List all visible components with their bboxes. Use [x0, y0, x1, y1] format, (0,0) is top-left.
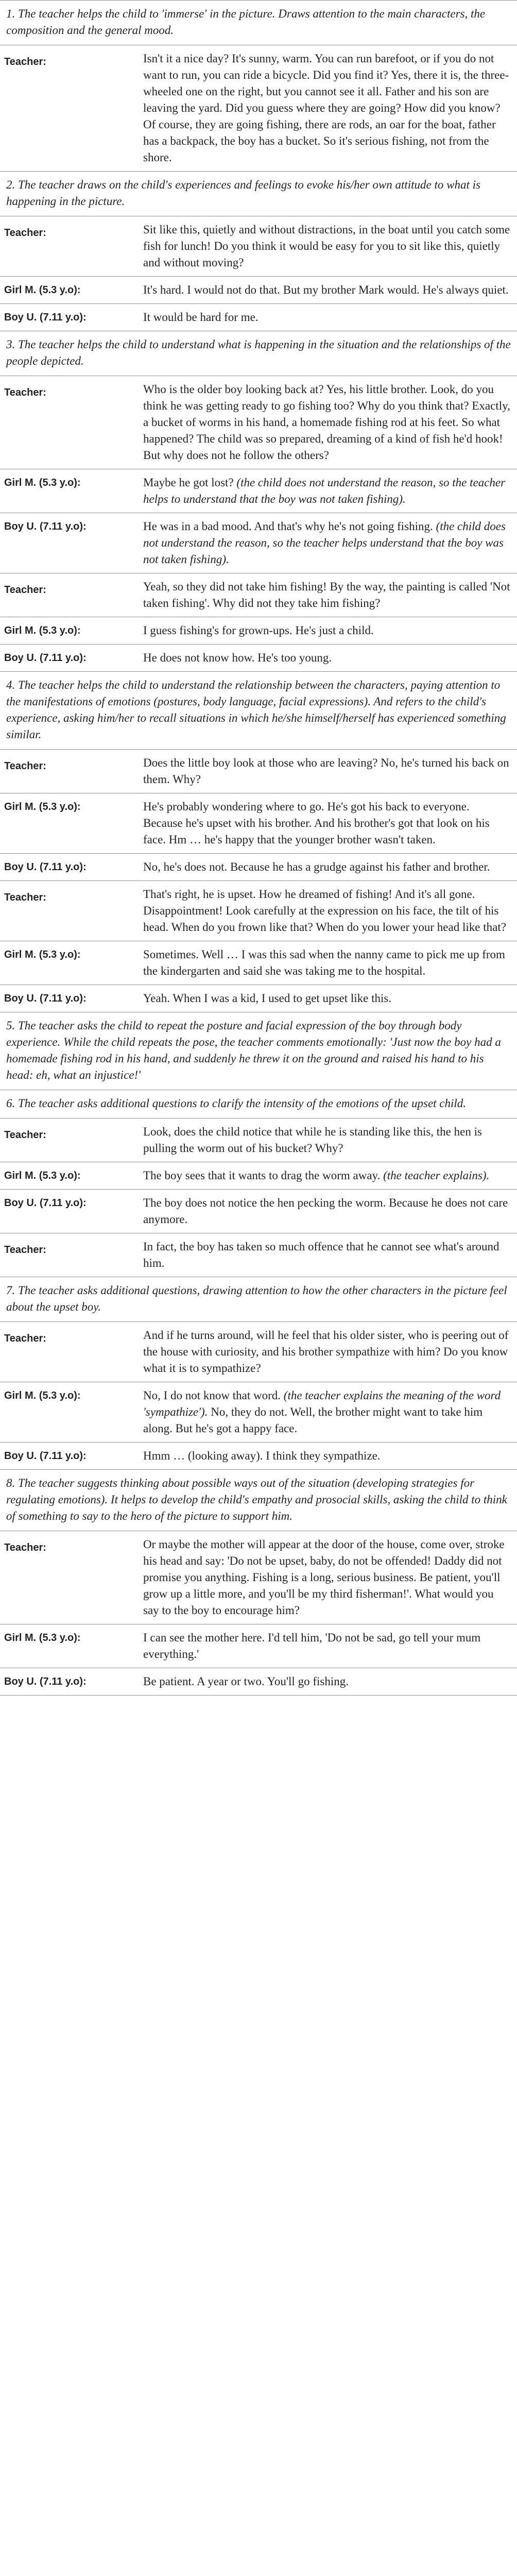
- speaker-label: Girl M. (5.3 y.o):: [0, 1382, 138, 1443]
- utterance: [138, 881, 517, 941]
- speaker-label: Girl M. (5.3 y.o):: [0, 469, 138, 513]
- utterance: [138, 645, 517, 672]
- utterance-text: Does the little boy look at those who are leaving? No, he's turned his back on them. Why?: [143, 756, 509, 786]
- step-description: 2. The teacher draws on the child's experiences and feelings to evoke his/her own attitude to what is happening in the picture.: [0, 172, 517, 216]
- step-row: [0, 672, 517, 750]
- speaker-label: Teacher:: [0, 750, 138, 793]
- utterance-text: Or maybe the mother will appear at the door of the house, come over, stroke his head and say: 'Do not be upset, baby, do not be offended! Daddy did not promise you anything. Fishing is a long, serious business. Be patient, you'll grow up a little more, and you'll be my third fisherman!'. What would you say to the boy to encourage him?: [143, 1538, 505, 1617]
- utterance: [138, 1624, 517, 1668]
- dialog-row: [0, 617, 517, 645]
- utterance: [138, 376, 517, 469]
- utterance-text: It would be hard for me.: [143, 311, 258, 324]
- utterance: [138, 985, 517, 1012]
- speaker-label: Girl M. (5.3 y.o):: [0, 1162, 138, 1190]
- step-description: 5. The teacher asks the child to repeat the posture and facial expression of the boy through body experience. While the child repeats the pose, the teacher comments emotionally: 'Just now the boy had a homemade fishing rod in his hand, and suddenly he threw it on the ground and raised his hand to his head: eh, what an injustice!': [0, 1012, 517, 1090]
- utterance: [138, 45, 517, 172]
- speaker-label: Girl M. (5.3 y.o):: [0, 941, 138, 985]
- step-row: [0, 1012, 517, 1090]
- utterance-text: Yeah, so they did not take him fishing! By the way, the painting is called 'Not taken fishing'. Why did not they take him fishing?: [143, 580, 510, 609]
- utterance-text: And if he turns around, will he feel that his older sister, who is peering out of the house with curiosity, and his brother sympathize with him? Do you know what it is to sympathize?: [143, 1329, 509, 1375]
- speaker-label: Girl M. (5.3 y.o):: [0, 1624, 138, 1668]
- step-description: 7. The teacher asks additional questions, drawing attention to how the other characters in the picture feel about the upset boy.: [0, 1277, 517, 1322]
- step-row: [0, 1090, 517, 1118]
- utterance: [138, 1190, 517, 1233]
- speaker-label: Boy U. (7.11 y.o):: [0, 304, 138, 331]
- utterance-text: Isn't it a nice day? It's sunny, warm. You can run barefoot, or if you do not want to run, you can ride a bicycle. Did you find it? Yes, there it is, the three-wheeled one on the right, but you cannot see it all. Father and his son are leaving the yard. Did you guess where they are going? How did you know? Of course, they are going fishing, there are rods, an oar for the boat, father has a backpack, the boy has a bucket. So it's serious fishing, not from the shore.: [143, 52, 509, 164]
- utterance-text: I guess fishing's for grown-ups. He's just a child.: [143, 624, 374, 637]
- utterance: [138, 216, 517, 277]
- utterance: [138, 1118, 517, 1162]
- dialog-row: [0, 1162, 517, 1190]
- dialog-row: [0, 573, 517, 617]
- utterance: [138, 854, 517, 881]
- step-description: 1. The teacher helps the child to 'immerse' in the picture. Draws attention to the main characters, the composition and the general mood.: [0, 1, 517, 45]
- dialog-row: [0, 750, 517, 793]
- dialog-row: [0, 1382, 517, 1443]
- utterance-text: I can see the mother here. I'd tell him, 'Do not be sad, go tell your mum everything.': [143, 1631, 481, 1660]
- speaker-label: Teacher:: [0, 881, 138, 941]
- speaker-label: Teacher:: [0, 45, 138, 172]
- dialog-row: [0, 513, 517, 573]
- speaker-label: Teacher:: [0, 376, 138, 469]
- utterance-text: He does not know how. He's too young.: [143, 651, 332, 664]
- speaker-label: Boy U. (7.11 y.o):: [0, 513, 138, 573]
- utterance: [138, 1531, 517, 1624]
- utterance-text: In fact, the boy has taken so much offence that he cannot see what's around him.: [143, 1240, 499, 1269]
- utterance-text: Yeah. When I was a kid, I used to get upset like this.: [143, 992, 392, 1005]
- utterance-text: That's right, he is upset. How he dreamed of fishing! And it's all gone. Disappointment! Look carefully at the expression on his face, the tilt of his head. When do you frown like that? When do you lower your head like that?: [143, 888, 506, 934]
- utterance-text: Sit like this, quietly and without distractions, in the boat until you catch some fish for lunch! Do you think it would be easy for you to sit like this, quietly and without moving?: [143, 223, 510, 269]
- dialog-row: [0, 376, 517, 469]
- utterance-text: Sometimes. Well … I was this sad when the nanny came to pick me up from the kindergarten and said she was taking me to the hospital.: [143, 948, 505, 977]
- step-description: 4. The teacher helps the child to understand the relationship between the characters, paying attention to the manifestations of emotions (postures, body language, facial expressions). And refers to the child's experience, asking him/her to recall situations in which he/she himself/herself has experienced something similar.: [0, 672, 517, 750]
- dialog-row: [0, 45, 517, 172]
- step-row: [0, 1470, 517, 1531]
- dialog-row: [0, 1531, 517, 1624]
- dialog-row: [0, 1668, 517, 1696]
- dialog-row: [0, 941, 517, 985]
- utterance-note: (the child does not understand the reason, so the teacher helps to understand that the boy was not taken fishing).: [143, 476, 506, 505]
- utterance: [138, 513, 517, 573]
- dialog-row: [0, 1233, 517, 1277]
- step-row: [0, 172, 517, 216]
- speaker-label: Boy U. (7.11 y.o):: [0, 1668, 138, 1696]
- utterance: [138, 1668, 517, 1696]
- utterance: [138, 793, 517, 854]
- utterance-note: (the teacher explains).: [383, 1169, 490, 1182]
- utterance: [138, 469, 517, 513]
- speaker-label: Girl M. (5.3 y.o):: [0, 617, 138, 645]
- dialog-row: [0, 645, 517, 672]
- utterance: [138, 1233, 517, 1277]
- dialog-row: [0, 1443, 517, 1470]
- utterance: [138, 750, 517, 793]
- dialog-row: [0, 1118, 517, 1162]
- dialog-row: [0, 854, 517, 881]
- utterance-text: Who is the older boy looking back at? Yes, his little brother. Look, do you think he was getting ready to go fishing too? Why do you think that? Exactly, a bucket of worms in his hand, a homemade fishing rod at his feet. So what happened? The child was so prepared, dreaming of a kind of fish he'd hook! But why does not he follow the others?: [143, 383, 510, 462]
- utterance-text: The boy sees that it wants to drag the worm away.: [143, 1169, 384, 1182]
- speaker-label: Teacher:: [0, 573, 138, 617]
- utterance-note: (the teacher explains the meaning of the word 'sympathize').: [143, 1389, 501, 1418]
- step-row: [0, 331, 517, 376]
- speaker-label: Boy U. (7.11 y.o):: [0, 1443, 138, 1470]
- utterance-text: No, I do not know that word.: [143, 1389, 284, 1402]
- dialog-row: [0, 216, 517, 277]
- dialog-row: [0, 881, 517, 941]
- speaker-label: Teacher:: [0, 1531, 138, 1624]
- speaker-label: Boy U. (7.11 y.o):: [0, 645, 138, 672]
- step-description: 6. The teacher asks additional questions to clarify the intensity of the emotions of the upset child.: [0, 1090, 517, 1118]
- dialog-row: [0, 793, 517, 854]
- utterance-text: It's hard. I would not do that. But my brother Mark would. He's always quiet.: [143, 283, 509, 296]
- speaker-label: Girl M. (5.3 y.o):: [0, 793, 138, 854]
- dialog-row: [0, 277, 517, 304]
- step-description: 3. The teacher helps the child to understand what is happening in the situation and the relationships of the people depicted.: [0, 331, 517, 376]
- speaker-label: Boy U. (7.11 y.o):: [0, 854, 138, 881]
- utterance: [138, 1382, 517, 1443]
- speaker-label: Boy U. (7.11 y.o):: [0, 1190, 138, 1233]
- dialog-row: [0, 469, 517, 513]
- step-row: [0, 1, 517, 45]
- utterance: [138, 573, 517, 617]
- utterance: [138, 617, 517, 645]
- utterance-text: Be patient. A year or two. You'll go fishing.: [143, 1675, 349, 1688]
- utterance: [138, 304, 517, 331]
- dialog-row: [0, 1624, 517, 1668]
- utterance: [138, 1322, 517, 1382]
- utterance-text: Hmm … (looking away). I think they sympathize.: [143, 1449, 381, 1462]
- speaker-label: Boy U. (7.11 y.o):: [0, 985, 138, 1012]
- utterance-text: He's probably wondering where to go. He's got his back to everyone. Because he's upset with his brother. And his brother's got that look on his face. Hm … he's happy that the younger brother wasn't taken.: [143, 800, 490, 846]
- utterance: [138, 1443, 517, 1470]
- utterance-text: He was in a bad mood. And that's why he's not going fishing.: [143, 520, 436, 533]
- utterance: [138, 941, 517, 985]
- utterance-tail: No, they do not. Well, the brother might want to take him along. But he's got a happy face.: [143, 1405, 483, 1435]
- utterance-text: The boy does not notice the hen pecking the worm. Because he does not care anymore.: [143, 1196, 508, 1226]
- utterance-note: (the child does not understand the reason, so the teacher helps understand that the boy was not taken fishing).: [143, 520, 506, 566]
- speaker-label: Teacher:: [0, 216, 138, 277]
- utterance-text: Look, does the child notice that while he is standing like this, the hen is pulling the worm out of his bucket? Why?: [143, 1125, 482, 1155]
- utterance-text: No, he's does not. Because he has a grudge against his father and brother.: [143, 860, 490, 873]
- step-row: [0, 1277, 517, 1322]
- dialog-row: [0, 1190, 517, 1233]
- dialog-row: [0, 304, 517, 331]
- speaker-label: Teacher:: [0, 1233, 138, 1277]
- utterance-text: Maybe he got lost?: [143, 476, 237, 489]
- speaker-label: Girl M. (5.3 y.o):: [0, 277, 138, 304]
- step-description: 8. The teacher suggests thinking about possible ways out of the situation (developing strategies for regulating emotions). It helps to develop the child's empathy and prosocial skills, asking the child to think of something to say to the hero of the picture to support him.: [0, 1470, 517, 1531]
- dialog-row: [0, 985, 517, 1012]
- dialog-row: [0, 1322, 517, 1382]
- speaker-label: Teacher:: [0, 1118, 138, 1162]
- utterance: [138, 277, 517, 304]
- speaker-label: Teacher:: [0, 1322, 138, 1382]
- utterance: [138, 1162, 517, 1190]
